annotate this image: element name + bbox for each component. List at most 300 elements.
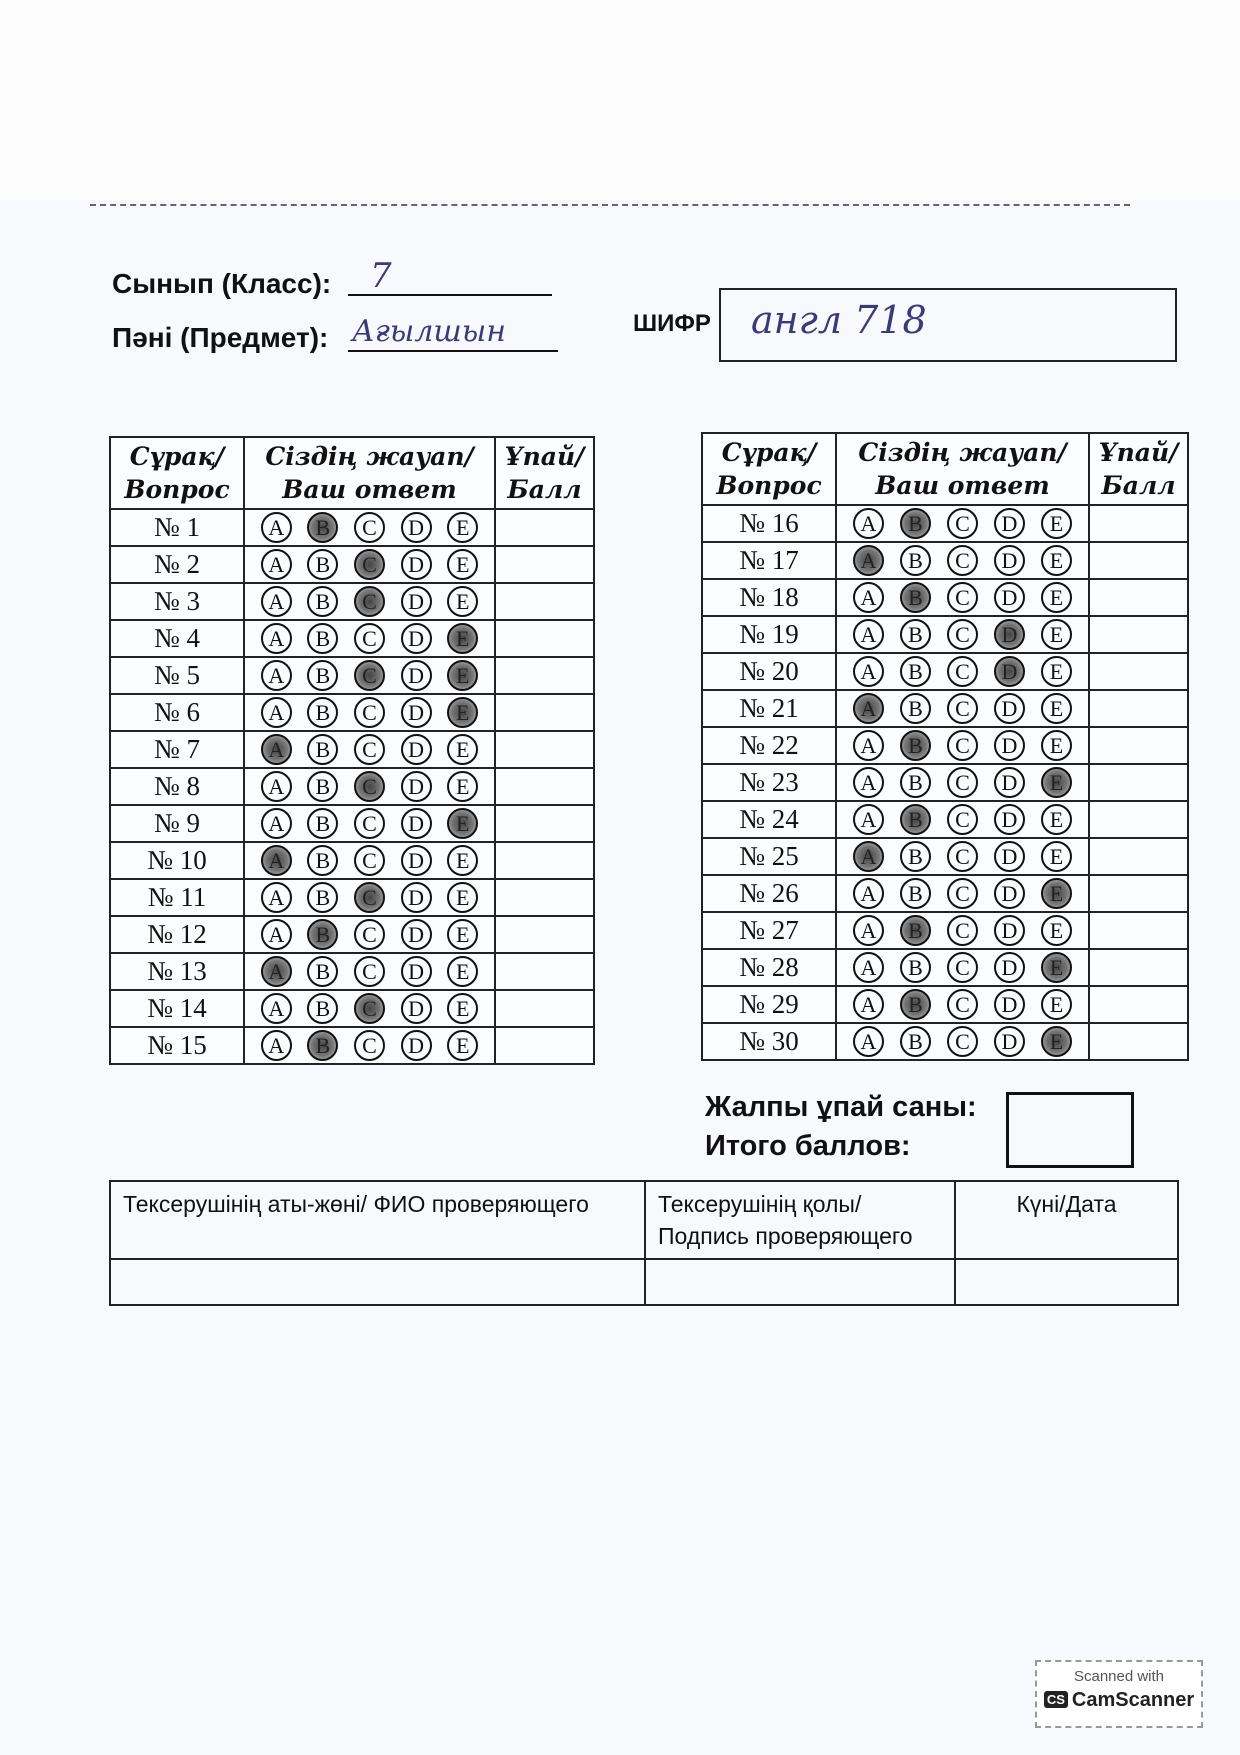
bubble-b[interactable]: B [307,697,338,728]
header-answer: Сіздің жауап/ Ваш ответ [836,433,1089,505]
header-answer: Сіздің жауап/ Ваш ответ [244,437,495,509]
bubble-a[interactable]: A [261,771,292,802]
bubble-a[interactable]: A [261,623,292,654]
question-number: № 27 [702,912,836,949]
question-number: № 26 [702,875,836,912]
camscanner-badge [1035,1660,1203,1728]
question-number: № 22 [702,727,836,764]
question-number: № 24 [702,801,836,838]
answer-row [110,916,594,953]
bubble-d[interactable]: D [401,697,432,728]
answer-row [110,805,594,842]
question-number: № 21 [702,690,836,727]
bubble-d[interactable]: D [401,771,432,802]
question-number: № 15 [110,1027,244,1064]
bubble-a[interactable]: A [261,549,292,580]
bubble-d[interactable]: D [994,693,1025,724]
bubble-c[interactable]: C [354,771,385,802]
bubble-c[interactable]: C [947,841,978,872]
bubble-a[interactable]: A [853,730,884,761]
bubble-e[interactable]: E [1041,508,1072,539]
bubble-d[interactable]: D [401,1030,432,1061]
bubble-e[interactable]: E [1041,619,1072,650]
date-field[interactable] [955,1259,1178,1305]
answer-row [702,912,1188,949]
bubble-d[interactable]: D [994,952,1025,983]
answer-bubbles [836,579,1089,616]
bubble-e[interactable]: E [447,734,478,765]
bubble-d[interactable]: D [401,660,432,691]
bubble-a[interactable]: A [261,660,292,691]
answer-row [110,1027,594,1064]
bubble-d[interactable]: D [994,915,1025,946]
bubble-b[interactable]: B [900,841,931,872]
bubble-a[interactable]: A [853,804,884,835]
score-cell[interactable] [1089,727,1188,764]
answer-bubbles [836,986,1089,1023]
answer-bubbles [244,990,495,1027]
bubble-c[interactable]: C [947,730,978,761]
score-cell[interactable] [495,620,594,657]
bubble-e[interactable]: E [1041,693,1072,724]
bubble-a[interactable]: A [261,1030,292,1061]
bubble-d[interactable]: D [401,623,432,654]
bubble-e[interactable]: E [447,956,478,987]
bubble-b[interactable]: B [900,804,931,835]
bubble-e[interactable]: E [447,660,478,691]
answer-row [110,953,594,990]
bubble-e[interactable]: E [1041,804,1072,835]
score-cell[interactable] [495,916,594,953]
score-cell[interactable] [1089,1023,1188,1060]
answer-bubbles [244,657,495,694]
answer-row [702,579,1188,616]
answer-bubbles [836,838,1089,875]
bubble-e[interactable]: E [447,882,478,913]
bubble-e[interactable]: E [447,623,478,654]
bubble-b[interactable]: B [900,508,931,539]
score-cell[interactable] [1089,838,1188,875]
answer-bubbles [836,949,1089,986]
answer-row [702,542,1188,579]
bubble-c[interactable]: C [947,545,978,576]
scan-badge-top: Scanned with [1073,1668,1165,1685]
bubble-d[interactable]: D [994,582,1025,613]
score-cell[interactable] [495,768,594,805]
question-number: № 19 [702,616,836,653]
bubble-b[interactable]: B [307,623,338,654]
bubble-d[interactable]: D [994,656,1025,687]
bubble-a[interactable]: A [853,952,884,983]
score-cell[interactable] [495,694,594,731]
score-cell[interactable] [495,509,594,546]
bubble-c[interactable]: C [354,845,385,876]
camscanner-icon: CS [1044,1691,1068,1708]
bubble-d[interactable]: D [994,804,1025,835]
bubble-a[interactable]: A [261,956,292,987]
total-label [705,1088,977,1166]
bubble-d[interactable]: D [401,549,432,580]
bubble-e[interactable]: E [1041,730,1072,761]
bubble-b[interactable]: B [900,582,931,613]
score-cell[interactable] [1089,949,1188,986]
bubble-b[interactable]: B [307,586,338,617]
bubble-c[interactable]: C [947,656,978,687]
bubble-d[interactable]: D [994,878,1025,909]
score-cell[interactable] [1089,542,1188,579]
answer-row [702,727,1188,764]
answer-row [110,990,594,1027]
bubble-c[interactable]: C [354,1030,385,1061]
score-cell[interactable] [1089,653,1188,690]
bubble-c[interactable]: C [354,956,385,987]
bubble-b[interactable]: B [307,882,338,913]
bubble-a[interactable]: A [261,734,292,765]
answer-row [110,879,594,916]
question-number: № 17 [702,542,836,579]
examiner-name-header: Тексерушінің аты-жөні/ ФИО проверяющего [110,1181,645,1259]
answer-bubbles [836,542,1089,579]
score-cell[interactable] [495,805,594,842]
question-number: № 28 [702,949,836,986]
answer-row [702,949,1188,986]
score-cell[interactable] [1089,690,1188,727]
bubble-d[interactable]: D [401,586,432,617]
answer-bubbles [244,953,495,990]
bubble-e[interactable]: E [1041,915,1072,946]
answer-bubbles [244,509,495,546]
bubble-b[interactable]: B [900,730,931,761]
answer-bubbles [836,764,1089,801]
score-cell[interactable] [1089,986,1188,1023]
question-number: № 4 [110,620,244,657]
total-label-kz: Жалпы ұпай саны: [705,1091,977,1123]
bubble-a[interactable]: A [261,993,292,1024]
bubble-b[interactable]: B [900,656,931,687]
bubble-e[interactable]: E [447,1030,478,1061]
bubble-d[interactable]: D [401,845,432,876]
bubble-b[interactable]: B [307,845,338,876]
answer-table-right [701,432,1189,1061]
answer-row [110,546,594,583]
bubble-d[interactable]: D [401,919,432,950]
score-cell[interactable] [1089,505,1188,542]
answer-bubbles [836,653,1089,690]
bubble-b[interactable]: B [900,952,931,983]
header-score: Ұпай/ Балл [495,437,594,509]
question-number: № 18 [702,579,836,616]
bubble-b[interactable]: B [900,693,931,724]
bubble-c[interactable]: C [354,586,385,617]
bubble-d[interactable]: D [401,512,432,543]
answer-bubbles [244,620,495,657]
header-question: Сұрақ/ Вопрос [110,437,244,509]
bubble-e[interactable]: E [447,919,478,950]
answer-row [702,986,1188,1023]
answer-row [110,842,594,879]
bubble-d[interactable]: D [994,508,1025,539]
bubble-c[interactable]: C [354,882,385,913]
bubble-d[interactable]: D [401,956,432,987]
bubble-a[interactable]: A [261,586,292,617]
bubble-e[interactable]: E [1041,952,1072,983]
bubble-e[interactable]: E [447,549,478,580]
bubble-a[interactable]: A [853,582,884,613]
question-number: № 10 [110,842,244,879]
cipher-label: ШИФР [633,310,711,337]
question-number: № 30 [702,1023,836,1060]
bubble-d[interactable]: D [401,882,432,913]
bubble-c[interactable]: C [947,804,978,835]
score-cell[interactable] [1089,616,1188,653]
bubble-b[interactable]: B [900,989,931,1020]
answer-row [110,657,594,694]
bubble-e[interactable]: E [1041,767,1072,798]
bubble-d[interactable]: D [994,545,1025,576]
answer-row [110,731,594,768]
bubble-b[interactable]: B [307,993,338,1024]
header-score: Ұпай/ Балл [1089,433,1188,505]
bubble-d[interactable]: D [994,619,1025,650]
bubble-a[interactable]: A [853,989,884,1020]
bubble-b[interactable]: B [307,771,338,802]
bubble-e[interactable]: E [447,697,478,728]
answer-row [702,801,1188,838]
bubble-c[interactable]: C [947,952,978,983]
answer-row [702,838,1188,875]
score-cell[interactable] [495,879,594,916]
bubble-c[interactable]: C [947,878,978,909]
bubble-e[interactable]: E [1041,989,1072,1020]
question-number: № 20 [702,653,836,690]
question-number: № 23 [702,764,836,801]
examiner-signature-field[interactable] [645,1259,955,1305]
answer-bubbles [836,616,1089,653]
bubble-d[interactable]: D [401,808,432,839]
question-number: № 1 [110,509,244,546]
question-number: № 29 [702,986,836,1023]
answer-row [702,1023,1188,1060]
answer-bubbles [836,801,1089,838]
total-score-box[interactable] [1006,1092,1134,1168]
bubble-a[interactable]: A [261,919,292,950]
bubble-a[interactable]: A [853,693,884,724]
score-cell[interactable] [1089,875,1188,912]
bubble-c[interactable]: C [354,808,385,839]
bubble-a[interactable]: A [853,508,884,539]
bubble-a[interactable]: A [853,878,884,909]
bubble-b[interactable]: B [307,512,338,543]
bubble-a[interactable]: A [853,1026,884,1057]
bubble-e[interactable]: E [447,993,478,1024]
bubble-c[interactable]: C [947,508,978,539]
subject-line [348,350,558,352]
bubble-c[interactable]: C [354,660,385,691]
bubble-a[interactable]: A [853,619,884,650]
bubble-a[interactable]: A [853,915,884,946]
bubble-d[interactable]: D [401,734,432,765]
question-number: № 11 [110,879,244,916]
bubble-c[interactable]: C [354,734,385,765]
bubble-b[interactable]: B [307,1030,338,1061]
answer-bubbles [244,546,495,583]
bubble-e[interactable]: E [1041,582,1072,613]
bubble-b[interactable]: B [307,549,338,580]
score-cell[interactable] [495,953,594,990]
bubble-c[interactable]: C [354,919,385,950]
answer-bubbles [244,916,495,953]
score-cell[interactable] [495,990,594,1027]
bubble-e[interactable]: E [447,808,478,839]
bubble-b[interactable]: B [900,1026,931,1057]
answer-row [110,620,594,657]
answer-bubbles [836,727,1089,764]
tear-line [90,204,1130,206]
score-cell[interactable] [1089,579,1188,616]
question-number: № 6 [110,694,244,731]
bubble-a[interactable]: A [853,545,884,576]
bubble-a[interactable]: A [853,656,884,687]
answer-row [702,653,1188,690]
score-cell[interactable] [1089,764,1188,801]
bubble-d[interactable]: D [994,767,1025,798]
bubble-e[interactable]: E [447,771,478,802]
score-cell[interactable] [495,842,594,879]
cipher-value: англ 718 [751,298,927,342]
bubble-c[interactable]: C [947,1026,978,1057]
answer-row [110,694,594,731]
answer-row [110,583,594,620]
answer-bubbles [244,768,495,805]
scan-badge-brand [1037,1689,1201,1712]
subject-label: Пәні (Предмет): [112,322,329,353]
bubble-e[interactable]: E [447,512,478,543]
answer-row [702,616,1188,653]
bubble-c[interactable]: C [354,697,385,728]
question-number: № 16 [702,505,836,542]
bubble-b[interactable]: B [307,808,338,839]
bubble-e[interactable]: E [1041,878,1072,909]
answer-bubbles [244,879,495,916]
score-cell[interactable] [495,1027,594,1064]
answer-bubbles [244,731,495,768]
bubble-d[interactable]: D [401,993,432,1024]
bubble-d[interactable]: D [994,1026,1025,1057]
bubble-c[interactable]: C [947,693,978,724]
answer-bubbles [836,912,1089,949]
bubble-c[interactable]: C [947,989,978,1020]
answer-bubbles [244,842,495,879]
question-number: № 25 [702,838,836,875]
bubble-c[interactable]: C [354,512,385,543]
score-cell[interactable] [1089,912,1188,949]
answer-row [702,505,1188,542]
answer-table-left [109,436,595,1065]
answer-bubbles [244,694,495,731]
examiner-signature-header: Тексерушінің қолы/ Подпись проверяющего [645,1181,955,1259]
bubble-a[interactable]: A [853,767,884,798]
bubble-b[interactable]: B [307,956,338,987]
class-value: 7 [370,256,392,296]
score-cell[interactable] [495,546,594,583]
bubble-d[interactable]: D [994,989,1025,1020]
answer-bubbles [244,1027,495,1064]
answer-bubbles [836,690,1089,727]
bubble-e[interactable]: E [1041,545,1072,576]
bubble-d[interactable]: D [994,730,1025,761]
total-label-ru: Итого баллов: [705,1130,911,1162]
answer-row [702,764,1188,801]
question-number: № 13 [110,953,244,990]
bubble-c[interactable]: C [947,915,978,946]
question-number: № 5 [110,657,244,694]
question-number: № 3 [110,583,244,620]
answer-row [702,875,1188,912]
bubble-c[interactable]: C [947,619,978,650]
bubble-e[interactable]: E [1041,841,1072,872]
bubble-b[interactable]: B [900,545,931,576]
scan-badge-brand-text: CamScanner [1071,1689,1195,1711]
bubble-d[interactable]: D [994,841,1025,872]
bubble-a[interactable]: A [261,845,292,876]
question-number: № 9 [110,805,244,842]
bubble-c[interactable]: C [354,549,385,580]
bubble-e[interactable]: E [1041,656,1072,687]
subject-value: Ағылшын [352,314,507,349]
bubble-c[interactable]: C [947,582,978,613]
bubble-b[interactable]: B [900,878,931,909]
bubble-a[interactable]: A [261,808,292,839]
question-number: № 7 [110,731,244,768]
answer-bubbles [244,805,495,842]
bubble-e[interactable]: E [447,845,478,876]
bubble-a[interactable]: A [261,697,292,728]
question-number: № 14 [110,990,244,1027]
bubble-b[interactable]: B [900,915,931,946]
score-cell[interactable] [495,657,594,694]
bubble-b[interactable]: B [307,734,338,765]
bubble-c[interactable]: C [947,767,978,798]
header-question: Сұрақ/ Вопрос [702,433,836,505]
bubble-a[interactable]: A [261,512,292,543]
bubble-c[interactable]: C [354,993,385,1024]
bubble-c[interactable]: C [354,623,385,654]
bubble-a[interactable]: A [853,841,884,872]
bubble-b[interactable]: B [900,619,931,650]
bubble-b[interactable]: B [900,767,931,798]
bubble-e[interactable]: E [1041,1026,1072,1057]
answer-bubbles [836,1023,1089,1060]
examiner-name-field[interactable] [110,1259,645,1305]
date-header: Күні/Дата [955,1181,1178,1259]
score-cell[interactable] [1089,801,1188,838]
answer-bubbles [836,505,1089,542]
score-cell[interactable] [495,731,594,768]
answer-row [110,768,594,805]
answer-bubbles [244,583,495,620]
question-number: № 2 [110,546,244,583]
class-label: Сынып (Класс): [112,268,332,299]
bubble-b[interactable]: B [307,660,338,691]
answer-bubbles [836,875,1089,912]
score-cell[interactable] [495,583,594,620]
examiner-table [109,1180,1179,1306]
bubble-a[interactable]: A [261,882,292,913]
bubble-b[interactable]: B [307,919,338,950]
answer-row [702,690,1188,727]
bubble-e[interactable]: E [447,586,478,617]
answer-row [110,509,594,546]
